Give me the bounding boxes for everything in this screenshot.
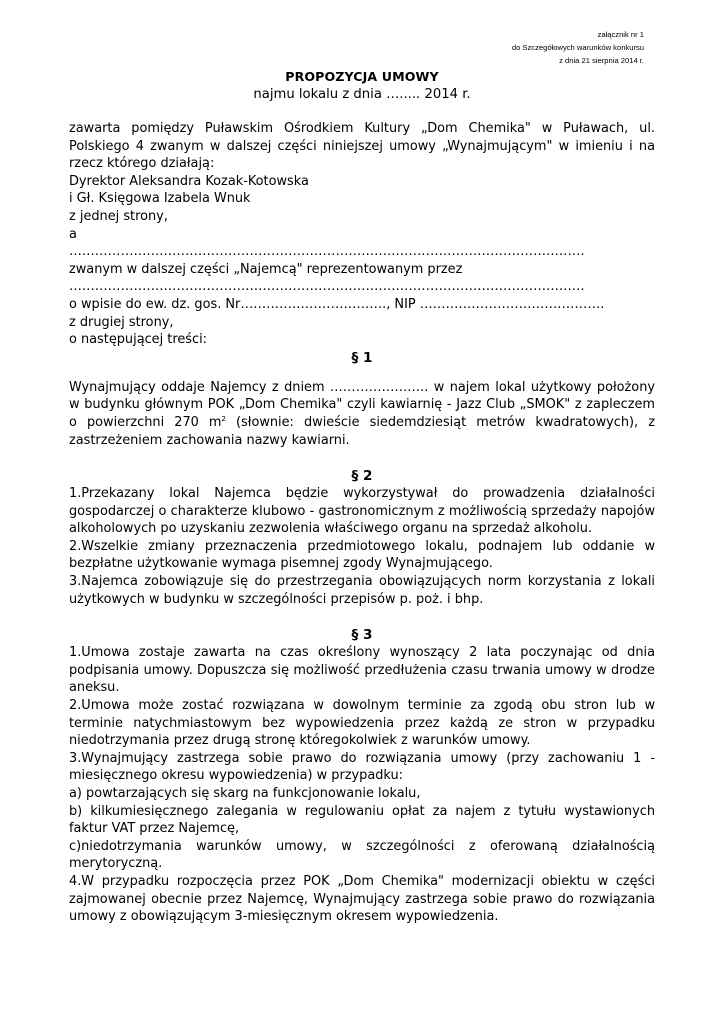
section-2-heading: § 2 bbox=[351, 468, 373, 485]
annex-reference: do Szczegółowych warunków konkursu bbox=[511, 43, 644, 52]
section-1-heading: § 1 bbox=[351, 349, 373, 366]
section-3-point-1: 1.Umowa zostaje zawarta na czas określony wynoszący 2 lata poczynając od dnia podpisania umowy. Dopuszcza się możliwość przedłużenia czasu trwania umowy w drodze aneksu. bbox=[69, 645, 655, 696]
annex-note bbox=[384, 28, 644, 67]
preamble-one-side: z jednej strony, bbox=[69, 208, 168, 224]
preamble-registry: o wpisie do ew. dz. gos. Nr……………………………., NIP ……………………………………. bbox=[69, 296, 605, 312]
preamble-parties: zawarta pomiędzy Puławskim Ośrodkiem Kultury „Dom Chemika" w Puławach, ul. Polskiego 4 zwanym w dalszej części niniejszej umowy „Wynajmującym" w imieniu i na rzecz którego działają: bbox=[69, 121, 655, 172]
title-block bbox=[0, 68, 724, 104]
section-3-point-3a: a) powtarzających się skarg na funkcjonowanie lokalu, bbox=[69, 786, 421, 801]
preamble-tenant: zwanym w dalszej części „Najemcą" reprezentowanym przez bbox=[69, 261, 463, 277]
section-1-text-a: Wynajmujący oddaje Najemcy z dniem ………………….. w najem lokal użytkowy położony w budynku głównym POK „Dom Chemika" czyli kawiarnię - Jazz Club „SMOK" z zapleczem o powierzchni 270 m bbox=[69, 379, 655, 430]
section-3-point-4: 4.W przypadku rozpoczęcia przez POK „Dom Chemika" modernizacji obiektu w części zajmowanej obecnie przez Najemcę, Wynajmujący zastrzega sobie prawo do rozwiązania umowy z obowiązującym 3-miesięcznym okresem wypowiedzenia. bbox=[69, 873, 655, 925]
annex-number: załącznik nr 1 bbox=[597, 30, 644, 39]
annex-date: z dnia 21 sierpnia 2014 r. bbox=[559, 56, 644, 65]
area-unit-superscript: 2 bbox=[221, 414, 226, 423]
contract-body bbox=[69, 120, 655, 926]
section-3-heading: § 3 bbox=[351, 627, 373, 644]
section-2-point-3: 3.Najemca zobowiązuje się do przestrzegania obowiązujących norm korzystania z lokali użytkowych w budynku w szczególności przepisów p. poż. i bhp. bbox=[69, 574, 655, 607]
section-2-point-2: 2.Wszelkie zmiany przeznaczenia przedmiotowego lokalu, podnajem lub oddanie w bezpłatne użytkowanie wymaga pisemnej zgody Wynajmującego. bbox=[69, 538, 655, 572]
section-2-point-1: 1.Przekazany lokal Najemca będzie wykorzystywał do prowadzenia działalności gospodarczej o charakterze klubowo - gastronomicznym z możliwością sprzedaży napojów alkoholowych po uzyskaniu zezwolenia właściwego organu na sprzedaż alkoholu. bbox=[69, 486, 655, 537]
document-title: PROPOZYCJA UMOWY bbox=[285, 69, 439, 84]
preamble-following: o następującej treści: bbox=[69, 332, 208, 348]
blank-line-tenant: ………………………………………………………………………………………………………… bbox=[69, 244, 585, 260]
preamble-other-side: z drugiej strony, bbox=[69, 314, 174, 330]
section-1-text-b: (słownie: dwieście siedemdziesiąt metrów kwadratowych), z zastrzeżeniem zachowania nazwy kawiarni. bbox=[69, 414, 655, 448]
preamble-and: a bbox=[69, 226, 77, 242]
section-3-point-3b: b) kilkumiesięcznego zalegania w regulowaniu opłat za najem z tytułu wystawionych faktur VAT przez Najemcę, bbox=[69, 803, 655, 837]
section-3-point-3c: c)niedotrzymania warunków umowy, w szczególności z oferowaną działalnością merytoryczną. bbox=[69, 838, 655, 872]
section-3-point-2: 2.Umowa może zostać rozwiązana w dowolnym terminie za zgodą obu stron lub w terminie natychmiastowym bez wypowiedzenia przez każdą ze stron w przypadku niedotrzymania przez drugą stronę któregokolwiek z warunków umowy. bbox=[69, 698, 655, 749]
document-subtitle: najmu lokalu z dnia …..... 2014 r. bbox=[253, 87, 471, 102]
blank-line-representative: ………………………………………………………………………………………………………… bbox=[69, 279, 585, 295]
preamble-accountant: i Gł. Księgowa Izabela Wnuk bbox=[69, 191, 251, 207]
section-3-point-3: 3.Wynajmujący zastrzega sobie prawo do rozwiązania umowy (przy zachowaniu 1 - miesięcznego okresu wypowiedzenia) w przypadku: bbox=[69, 750, 655, 784]
preamble-director: Dyrektor Aleksandra Kozak-Kotowska bbox=[69, 173, 309, 189]
section-1-text bbox=[69, 379, 655, 449]
